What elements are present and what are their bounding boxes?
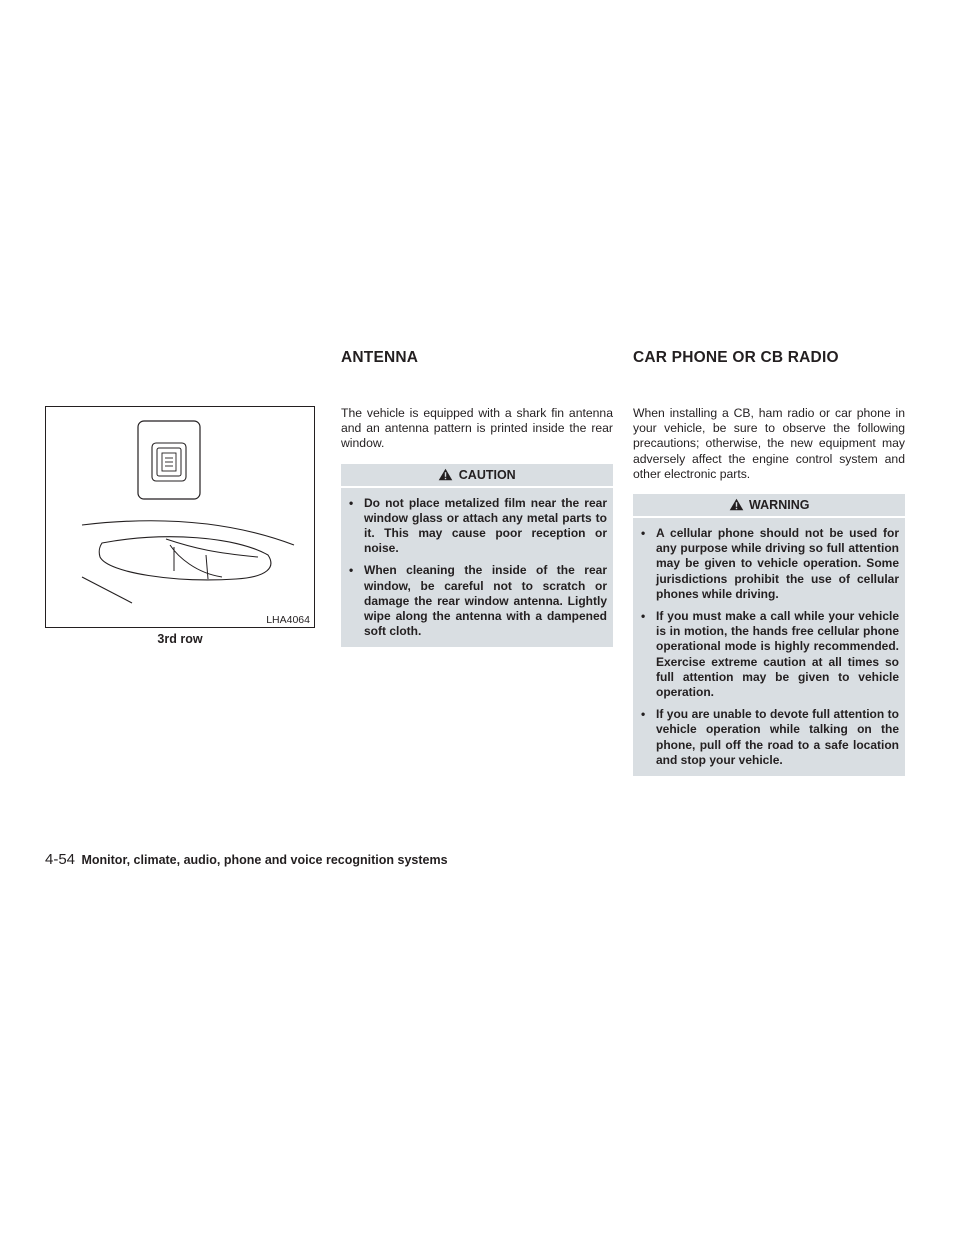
car-phone-heading: CAR PHONE OR CB RADIO [633, 349, 839, 366]
warning-header [633, 494, 905, 518]
caution-item: • When cleaning the inside of the rear window, be careful not to scratch or damage the rear window antenna. Lightly wipe along the antenna with a dampened soft cloth. [349, 563, 607, 639]
warning-list [633, 526, 905, 768]
section-title: Monitor, climate, audio, phone and voice recognition systems [81, 853, 448, 867]
rear-window-illustration [46, 407, 314, 627]
antenna-intro: The vehicle is equipped with a shark fin antenna and an antenna pattern is printed inside the rear window. [341, 406, 613, 451]
page-footer [45, 851, 448, 869]
warning-triangle-icon [729, 498, 744, 511]
caution-list [341, 496, 613, 640]
figure-code: LHA4064 [266, 614, 310, 626]
antenna-heading: ANTENNA [341, 349, 419, 366]
warning-item: • A cellular phone should not be used for any purpose while driving so full attention may be given to vehicle operation. Some jurisdictions prohibit the use of cellular phones while driving. [641, 526, 899, 601]
antenna-column [341, 406, 613, 647]
warning-item: • If you are unable to devote full attention to vehicle operation while talking on the phone, pull off the road to a safe location and stop your vehicle. [641, 707, 899, 767]
warning-label: WARNING [749, 498, 810, 513]
illustration-rear-window-antenna [45, 406, 315, 628]
car-phone-column [633, 406, 905, 776]
caution-label: CAUTION [458, 467, 516, 482]
car-phone-intro: When installing a CB, ham radio or car phone in your vehicle, be sure to observe the following precautions; otherwise, the new equipment may adversely affect the engine control system and other electronic parts. [633, 406, 905, 481]
page-number: 4-54 [45, 851, 76, 868]
caution-header [341, 464, 613, 488]
warning-box [633, 494, 905, 776]
caution-box [341, 464, 613, 648]
warning-triangle-icon [438, 468, 453, 481]
warning-item: • If you must make a call while your vehicle is in motion, the hands free cellular phone operational mode is highly recommended. Exercise extreme caution at all times so full attention may be given to vehicle operation. [641, 609, 899, 700]
figure-caption: 3rd row [157, 632, 203, 646]
caution-item: • Do not place metalized film near the rear window glass or attach any metal parts to it. This may cause poor reception or noise. [349, 495, 607, 556]
